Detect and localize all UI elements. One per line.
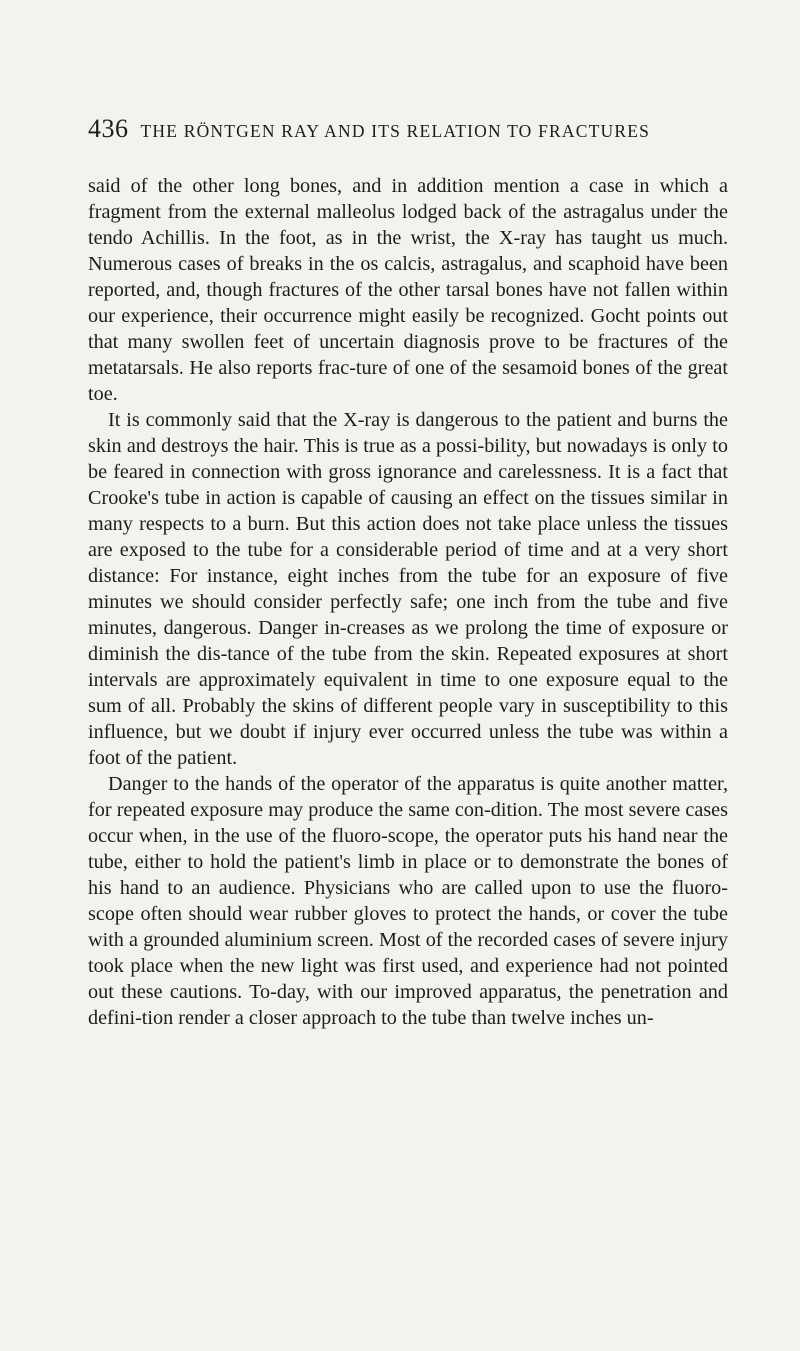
- paragraph-continued: said of the other long bones, and in addition mention a case in which a fragment from the external malleolus lodged back of the astragalus under the tendo Achillis. In the foot, as in the wrist, the X-ray has taught us much. Numerous cases of breaks in the os calcis, astragalus, and scaphoid have been reported, and, though fractures of the other tarsal bones have not fallen within our experience, their occurrence might easily be recognized. Gocht points out that many swollen feet of uncertain diagnosis prove to be fractures of the metatarsals. He also reports frac-ture of one of the sesamoid bones of the great toe.: [88, 175, 728, 405]
- body-text: [88, 173, 728, 1031]
- running-title: THE RÖNTGEN RAY AND ITS RELATION TO FRACTURES: [140, 121, 651, 141]
- paragraph-xray-danger: It is commonly said that the X-ray is dangerous to the patient and burns the skin and destroys the hair. This is true as a possi-bility, but nowadays is only to be feared in connection with gross ignorance and carelessness. It is a fact that Crooke's tube in action is capable of causing an effect on the tissues similar in many respects to a burn. But this action does not take place unless the tissues are exposed to the tube for a considerable period of time and at a very short distance: For instance, eight inches from the tube for an exposure of five minutes we should consider perfectly safe; one inch from the tube and five minutes, dangerous. Danger in-creases as we prolong the time of exposure or diminish the dis-tance of the tube from the skin. Repeated exposures at short intervals are approximately equivalent in time to one exposure equal to the sum of all. Probably the skins of different people vary in susceptibility to this influence, but we doubt if injury ever occurred unless the tube was within a foot of the patient.: [88, 409, 728, 769]
- page-header: [88, 114, 728, 154]
- paragraph-operator-danger: Danger to the hands of the operator of the apparatus is quite another matter, for repeated exposure may produce the same con-dition. The most severe cases occur when, in the use of the fluoro-scope, the operator puts his hand near the tube, either to hold the patient's limb in place or to demonstrate the bones of his hand to an audience. Physicians who are called upon to use the fluoro-scope often should wear rubber gloves to protect the hands, or cover the tube with a grounded aluminium screen. Most of the recorded cases of severe injury took place when the new light was first used, and experience had not pointed out these cautions. To-day, with our improved apparatus, the penetration and defini-tion render a closer approach to the tube than twelve inches un-: [88, 773, 728, 1029]
- page-number: 436: [88, 114, 129, 143]
